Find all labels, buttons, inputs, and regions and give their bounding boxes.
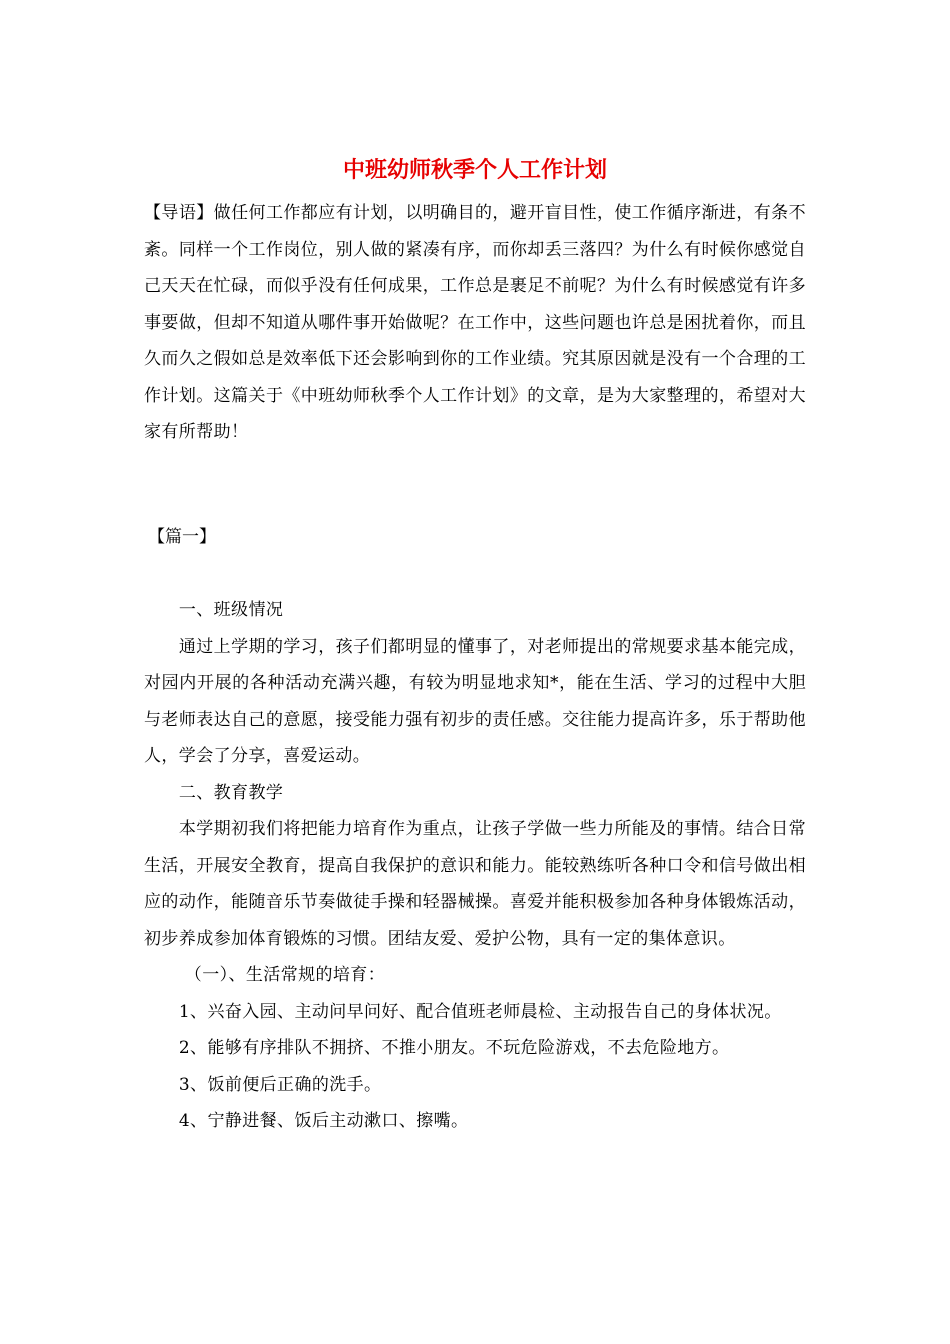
list-item: 2、能够有序排队不拥挤、不推小朋友。不玩危险游戏，不去危险地方。 bbox=[178, 1038, 730, 1058]
list-item: 4、宁静进餐、饭后主动漱口、擦嘴。 bbox=[178, 1111, 469, 1131]
list-item: 3、饭前便后正确的洗手。 bbox=[178, 1074, 382, 1095]
document-title: 中班幼师秋季个人工作计划 bbox=[342, 157, 607, 183]
paragraph: 本学期初我们将把能力培育作为重点，让孩子学做一些力所能及的事情。结合日常生活，开展安全教育，提高自我保护的意识和能力。能较熟练听各种口令和信号做出相应的动作，能随音乐节奏做徒手操和轻器械操。喜爱并能积极参加各种身体锻炼活动，初步养成参加体育锻炼的习惯。团结友爱、爱护公物，具有一定的集体意识。 bbox=[144, 819, 806, 949]
heading-education: 二、教育教学 bbox=[178, 782, 284, 803]
heading-class-situation: 一、班级情况 bbox=[178, 600, 284, 620]
section-label: 【篇一】 bbox=[148, 527, 216, 547]
document-body bbox=[144, 592, 806, 1140]
paragraph: 通过上学期的学习，孩子们都明显的懂事了，对老师提出的常规要求基本能完成，对园内开展的各种活动充满兴趣，有较为明显地求知*，能在生活、学习的过程中大胆与老师表达自己的意愿，接受能力强有初步的责任感。交往能力提高许多，乐于帮助他人，学会了分享，喜爱运动。 bbox=[144, 636, 806, 766]
subheading-life-routine: （一）、生活常规的培育： bbox=[184, 965, 386, 985]
intro-paragraph: 【导语】做任何工作都应有计划，以明确目的，避开盲目性，使工作循序渐进，有条不紊。同样一个工作岗位，别人做的紧凑有序，而你却丢三落四？为什么有时候你感觉自己天天在忙碌，而似乎没有任何成果，工作总是裹足不前呢？为什么有时候感觉有许多事要做，但却不知道从哪件事开始做呢？在工作中，这些问题也许总是困扰着你，而且久而久之假如总是效率低下还会影响到你的工作业绩。究其原因就是没有一个合理的工作计划。这篇关于《中班幼师秋季个人工作计划》的文章，是为大家整理的，希望对大家有所帮助！ bbox=[144, 203, 806, 442]
list-item: 1、兴奋入园、主动问早问好、配合值班老师晨检、主动报告自己的身体状况。 bbox=[178, 1001, 782, 1022]
